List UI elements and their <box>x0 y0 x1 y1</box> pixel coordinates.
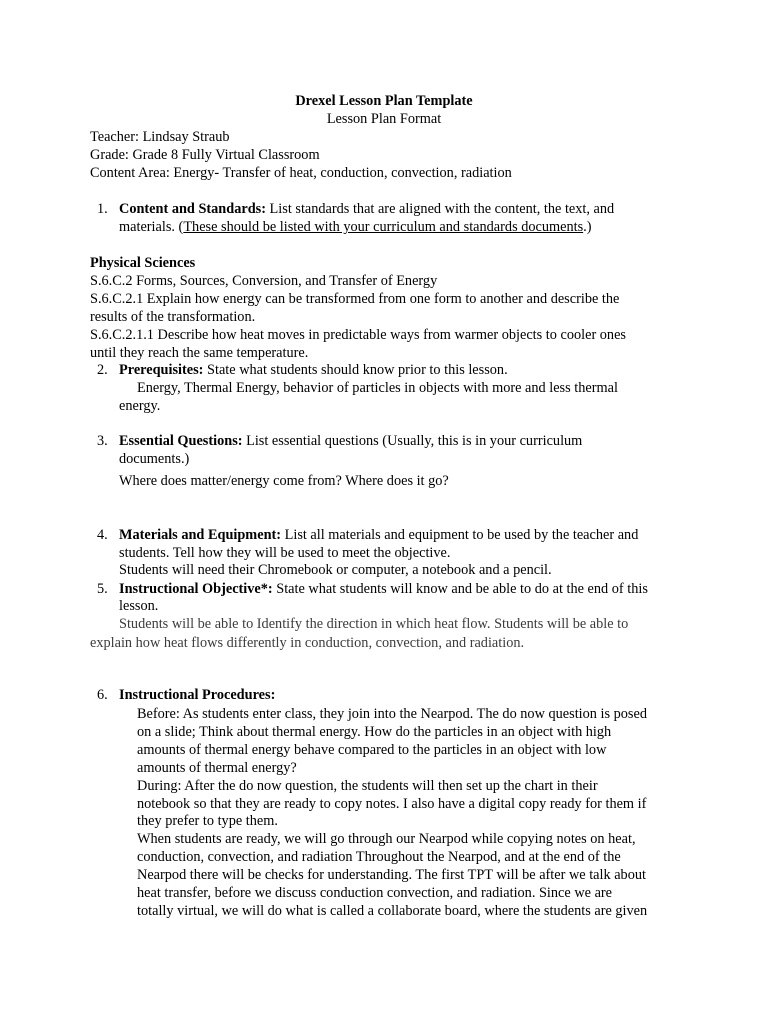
section-2-text: State what students should know prior to this lesson. <box>203 362 508 378</box>
procedure-line: amounts of thermal energy behave compared to the particles in an object with low <box>137 742 607 758</box>
section-5-body-2: explain how heat flows differently in conduction, convection, and radiation. <box>90 635 525 651</box>
standard-line-1: S.6.C.2 Forms, Sources, Conversion, and Transfer of Energy <box>90 273 438 289</box>
section-3-body: Where does matter/energy come from? Where does it go? <box>119 473 449 489</box>
content-area-line: Content Area: Energy- Transfer of heat, conduction, convection, radiation <box>90 165 512 181</box>
procedure-line: heat transfer, before we discuss conduction convection, and radiation. Since we are <box>137 885 613 901</box>
section-2-label: Prerequisites: <box>119 362 204 378</box>
document-title: Drexel Lesson Plan Template <box>295 93 473 109</box>
section-3-label: Essential Questions: <box>119 433 243 449</box>
section-2-number: 2. <box>97 362 108 378</box>
section-3-number: 3. <box>97 433 108 449</box>
section-5-body-1: Students will be able to Identify the direction in which heat flow. Students will be able to <box>119 616 629 632</box>
section-2-heading <box>119 362 508 379</box>
section-5-number: 5. <box>97 581 108 597</box>
procedure-line: During: After the do now question, the students will then set up the chart in their <box>137 778 598 794</box>
procedure-line: conduction, convection, and radiation Throughout the Nearpod, and at the end of the <box>137 849 621 865</box>
standard-line-4: S.6.C.2.1.1 Describe how heat moves in predictable ways from warmer objects to cooler ones <box>90 327 626 343</box>
section-4-text: List all materials and equipment to be used by the teacher and <box>281 527 639 543</box>
section-3-text-2: documents.) <box>119 451 190 467</box>
section-3-text: List essential questions (Usually, this is in your curriculum <box>242 433 583 449</box>
section-5-text: State what students will know and be able to do at the end of this <box>272 581 648 597</box>
section-1-number: 1. <box>97 201 108 217</box>
section-2-body-2: energy. <box>119 398 161 414</box>
section-1-label: Content and Standards: <box>119 201 266 217</box>
section-1-underlined-note: These should be listed with your curriculum and standards documents <box>183 219 584 235</box>
section-4-heading <box>119 527 638 544</box>
procedure-line: totally virtual, we will do what is called a collaborate board, where the students are given <box>137 903 648 919</box>
document-subtitle: Lesson Plan Format <box>326 111 442 127</box>
section-1-text-2 <box>119 219 592 236</box>
section-3-heading <box>119 433 582 450</box>
procedure-line: When students are ready, we will go through our Nearpod while copying notes on heat, <box>137 831 636 847</box>
section-5-heading <box>119 581 648 598</box>
procedure-line: they prefer to type them. <box>137 813 278 829</box>
standard-line-5: until they reach the same temperature. <box>90 345 309 361</box>
section-4-label: Materials and Equipment: <box>119 527 282 543</box>
section-1-text: List standards that are aligned with the content, the text, and <box>265 201 615 217</box>
teacher-line: Teacher: Lindsay Straub <box>90 129 230 145</box>
procedure-line: Nearpod there will be checks for understanding. The first TPT will be after we talk about <box>137 867 646 883</box>
section-5-label: Instructional Objective*: <box>119 581 273 597</box>
section-6-number: 6. <box>97 687 108 703</box>
section-5-text-2: lesson. <box>119 598 159 614</box>
procedure-line: notebook so that they are ready to copy notes. I also have a digital copy ready for them if <box>137 796 647 812</box>
standards-heading: Physical Sciences <box>90 255 196 271</box>
section-4-number: 4. <box>97 527 108 543</box>
section-1-text-2-post: .) <box>583 219 592 235</box>
grade-line: Grade: Grade 8 Fully Virtual Classroom <box>90 147 320 163</box>
section-2-body-1: Energy, Thermal Energy, behavior of particles in objects with more and less thermal <box>137 380 618 396</box>
section-1-heading <box>119 201 614 218</box>
procedure-line: on a slide; Think about thermal energy. How do the particles in an object with high <box>137 724 612 740</box>
procedure-line: amounts of thermal energy? <box>137 760 297 776</box>
section-4-body: Students will need their Chromebook or computer, a notebook and a pencil. <box>119 562 552 578</box>
section-1-text-2-pre: materials. ( <box>119 219 184 235</box>
procedure-line: Before: As students enter class, they join into the Nearpod. The do now question is posed <box>137 706 647 722</box>
standard-line-3: results of the transformation. <box>90 309 256 325</box>
section-4-text-2: students. Tell how they will be used to meet the objective. <box>119 545 451 561</box>
standard-line-2: S.6.C.2.1 Explain how energy can be transformed from one form to another and describe the <box>90 291 620 307</box>
section-6-label: Instructional Procedures: <box>119 687 276 703</box>
